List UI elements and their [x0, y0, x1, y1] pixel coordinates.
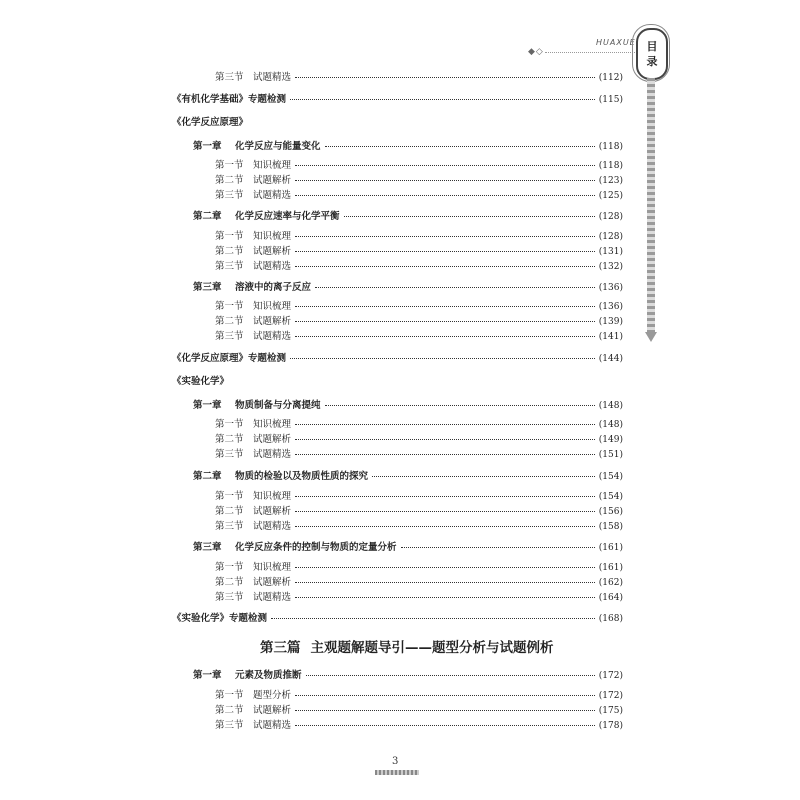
- header-running-word: HUAXUE: [596, 38, 636, 47]
- page-ref: (154): [598, 472, 623, 482]
- leader-dots: [295, 77, 595, 78]
- section-label: 第一节: [215, 690, 244, 701]
- toc-chapter-row: [193, 138, 623, 152]
- page-ref: (148): [598, 420, 623, 430]
- page-ref: (128): [598, 212, 623, 222]
- page-ref: (161): [598, 543, 623, 553]
- leader-dots: [295, 180, 595, 181]
- toc-part-heading: [260, 636, 554, 656]
- section-title: 知识梳理: [253, 491, 292, 502]
- toc-chapter-row: [193, 667, 623, 681]
- toc-section-row: [215, 258, 623, 272]
- page-number: 3: [392, 756, 399, 767]
- toc-section-row: [215, 559, 623, 573]
- page-ref: (125): [598, 191, 623, 201]
- toc-module-heading: 《实验化学》: [172, 376, 230, 387]
- chapter-title: 物质的检验以及物质性质的探究: [235, 471, 369, 482]
- header-ornament-icon: ◆◇: [528, 47, 544, 57]
- chapter-label: 第二章: [193, 211, 222, 222]
- section-label: 第三节: [215, 720, 244, 731]
- leader-dots: [290, 99, 595, 100]
- section-label: 第一节: [215, 160, 244, 171]
- page-ref: (156): [598, 507, 623, 517]
- leader-dots: [306, 675, 595, 676]
- toc-chapter-row: [193, 397, 623, 411]
- toc-section-row: [215, 518, 623, 532]
- toc-section-row: [215, 69, 623, 83]
- section-title: 试题解析: [253, 316, 292, 327]
- chapter-label: 第三章: [193, 542, 222, 553]
- leader-dots: [295, 251, 595, 252]
- leader-dots: [344, 216, 595, 217]
- toc-section-row: [215, 446, 623, 460]
- leader-dots: [401, 547, 595, 548]
- chapter-label: 第一章: [193, 670, 222, 681]
- toc-module-test-row: [172, 350, 623, 364]
- page-ref: (148): [598, 401, 623, 411]
- badge-char-1: 目: [646, 40, 658, 53]
- section-label: 第三节: [215, 449, 244, 460]
- part-title: 主观题解题导引——题型分析与试题例析: [310, 640, 554, 656]
- leader-dots: [290, 358, 595, 359]
- toc-section-row: [215, 298, 623, 312]
- toc-chapter-row: [193, 539, 623, 553]
- section-title: 试题精选: [253, 331, 292, 342]
- toc-section-row: [215, 431, 623, 445]
- chapter-label: 第二章: [193, 471, 222, 482]
- section-title: 题型分析: [253, 690, 292, 701]
- section-title: 试题解析: [253, 246, 292, 257]
- section-label: 第一节: [215, 562, 244, 573]
- section-title: 知识梳理: [253, 301, 292, 312]
- toc-module-heading: 《化学反应原理》: [172, 117, 249, 128]
- leader-dots: [315, 287, 595, 288]
- section-label: 第三节: [215, 521, 244, 532]
- section-title: 试题解析: [253, 506, 292, 517]
- toc-module-test-row: [172, 610, 623, 624]
- leader-dots: [295, 567, 595, 568]
- section-label: 第一节: [215, 301, 244, 312]
- toc-section-row: [215, 702, 623, 716]
- section-label: 第二节: [215, 246, 244, 257]
- section-title: 试题精选: [253, 720, 292, 731]
- leader-dots: [295, 336, 595, 337]
- toc-chapter-row: [193, 208, 623, 222]
- page-ref: (178): [598, 721, 623, 731]
- leader-dots: [295, 496, 595, 497]
- toc-section-row: [215, 416, 623, 430]
- section-label: 第二节: [215, 577, 244, 588]
- toc-section-row: [215, 687, 623, 701]
- part-label: 第三篇: [260, 640, 301, 656]
- leader-dots: [295, 597, 595, 598]
- section-label: 第二节: [215, 434, 244, 445]
- leader-dots: [271, 618, 595, 619]
- page-ref: (175): [598, 706, 623, 716]
- leader-dots: [295, 266, 595, 267]
- section-label: 第三节: [215, 592, 244, 603]
- section-title: 知识梳理: [253, 160, 292, 171]
- section-label: 第二节: [215, 175, 244, 186]
- page-ref: (149): [598, 435, 623, 445]
- page-ref: (151): [598, 450, 623, 460]
- toc-chapter-row: [193, 468, 623, 482]
- chapter-title: 溶液中的离子反应: [235, 282, 312, 293]
- page-ref: (115): [598, 95, 623, 105]
- section-title: 试题精选: [253, 72, 292, 83]
- leader-dots: [295, 725, 595, 726]
- toc-module-test-row: [172, 91, 623, 105]
- section-label: 第三节: [215, 72, 244, 83]
- page-ref: (158): [598, 522, 623, 532]
- toc-section-row: [215, 717, 623, 731]
- section-label: 第三节: [215, 190, 244, 201]
- page-ref: (172): [598, 671, 623, 681]
- page-ref: (141): [598, 332, 623, 342]
- badge-char-2: 录: [646, 55, 658, 68]
- leader-dots: [295, 321, 595, 322]
- module-test-title: 《化学反应原理》专题检测: [172, 353, 287, 364]
- chapter-label: 第一章: [193, 141, 222, 152]
- chapter-title: 化学反应与能量变化: [235, 141, 321, 152]
- section-title: 试题精选: [253, 449, 292, 460]
- page-ref: (172): [598, 691, 623, 701]
- page-number-bar: [375, 770, 419, 775]
- toc-section-row: [215, 328, 623, 342]
- section-label: 第一节: [215, 419, 244, 430]
- leader-dots: [295, 306, 595, 307]
- page-ref: (112): [598, 73, 623, 83]
- section-label: 第一节: [215, 231, 244, 242]
- section-title: 试题解析: [253, 434, 292, 445]
- page-ref: (128): [598, 232, 623, 242]
- leader-dots: [325, 405, 595, 406]
- header-dotted-rule: [545, 52, 637, 53]
- section-title: 知识梳理: [253, 231, 292, 242]
- page-ref: (136): [598, 302, 623, 312]
- section-title: 试题解析: [253, 175, 292, 186]
- leader-dots: [325, 146, 595, 147]
- section-title: 知识梳理: [253, 562, 292, 573]
- leader-dots: [295, 582, 595, 583]
- page-ref: (123): [598, 176, 623, 186]
- chapter-label: 第一章: [193, 400, 222, 411]
- contents-badge: [636, 28, 668, 80]
- module-test-title: 《实验化学》专题检测: [172, 613, 268, 624]
- section-title: 试题解析: [253, 705, 292, 716]
- chapter-title: 化学反应条件的控制与物质的定量分析: [235, 542, 397, 553]
- section-label: 第二节: [215, 705, 244, 716]
- toc-section-row: [215, 574, 623, 588]
- section-label: 第三节: [215, 261, 244, 272]
- toc-section-row: [215, 157, 623, 171]
- page-ref: (131): [598, 247, 623, 257]
- page-ref: (162): [598, 578, 623, 588]
- leader-dots: [295, 439, 595, 440]
- toc-section-row: [215, 187, 623, 201]
- toc-section-row: [215, 589, 623, 603]
- toc-section-row: [215, 228, 623, 242]
- section-label: 第二节: [215, 506, 244, 517]
- section-title: 试题精选: [253, 521, 292, 532]
- toc-section-row: [215, 243, 623, 257]
- page-ref: (154): [598, 492, 623, 502]
- toc-chapter-row: [193, 279, 623, 293]
- leader-dots: [295, 710, 595, 711]
- chapter-title: 物质制备与分离提纯: [235, 400, 321, 411]
- toc-section-row: [215, 313, 623, 327]
- leader-dots: [295, 695, 595, 696]
- page-ref: (168): [598, 614, 623, 624]
- page-ref: (139): [598, 317, 623, 327]
- module-test-title: 《有机化学基础》专题检测: [172, 94, 287, 105]
- leader-dots: [295, 424, 595, 425]
- page-ref: (118): [598, 142, 623, 152]
- section-label: 第三节: [215, 331, 244, 342]
- toc-section-row: [215, 172, 623, 186]
- section-title: 试题精选: [253, 190, 292, 201]
- leader-dots: [295, 195, 595, 196]
- section-title: 试题解析: [253, 577, 292, 588]
- section-label: 第二节: [215, 316, 244, 327]
- spine-arrow-icon: [645, 332, 657, 342]
- page-ref: (144): [598, 354, 623, 364]
- page-ref: (164): [598, 593, 623, 603]
- toc-section-row: [215, 488, 623, 502]
- leader-dots: [295, 236, 595, 237]
- chapter-title: 元素及物质推断: [235, 670, 302, 681]
- page-ref: (161): [598, 563, 623, 573]
- page-ref: (136): [598, 283, 623, 293]
- chapter-label: 第三章: [193, 282, 222, 293]
- leader-dots: [372, 476, 595, 477]
- leader-dots: [295, 511, 595, 512]
- toc-section-row: [215, 503, 623, 517]
- leader-dots: [295, 165, 595, 166]
- page-ref: (118): [598, 161, 623, 171]
- leader-dots: [295, 454, 595, 455]
- section-title: 知识梳理: [253, 419, 292, 430]
- side-spine-decoration: [647, 78, 655, 333]
- leader-dots: [295, 526, 595, 527]
- section-title: 试题精选: [253, 261, 292, 272]
- chapter-title: 化学反应速率与化学平衡: [235, 211, 340, 222]
- section-title: 试题精选: [253, 592, 292, 603]
- page-ref: (132): [598, 262, 623, 272]
- section-label: 第一节: [215, 491, 244, 502]
